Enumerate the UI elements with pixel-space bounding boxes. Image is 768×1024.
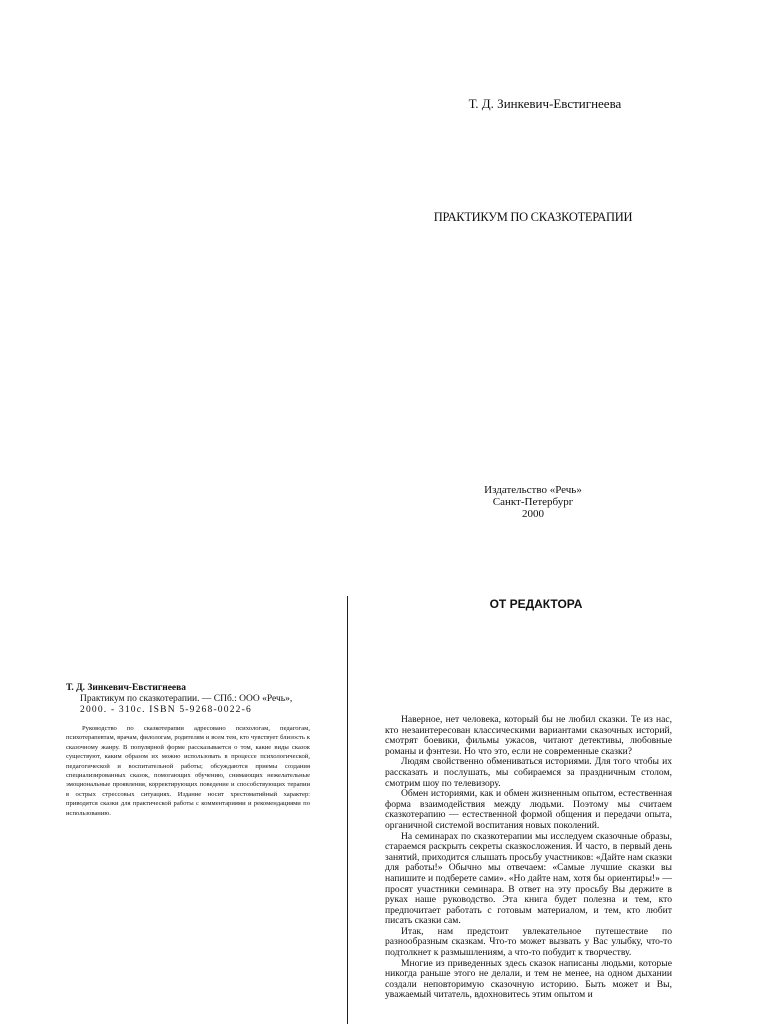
editor-paragraph: Людям свойственно обмениваться историями. Для того чтобы их рассказать и послушать, мы собираемся за праздничным столом, смотрим шоу по телевизору. <box>385 756 672 789</box>
title-page-author: Т. Д. Зинкевич-Евстигнеева <box>468 96 622 111</box>
imprint-line-1: Практикум по сказкотерапии. — СПб.: ООО «Речь», <box>80 694 293 704</box>
imprint-line-2: 2000. - 310с. ISBN 5-9268-0022-6 <box>80 705 252 715</box>
editor-paragraph: Наверное, нет человека, который бы не любил сказки. Те из нас, кто незаинтересован классическими вариантами сказочных историй, смотрят боевики, фильмы ужасов, читают детективы, любовные романы и фэнтези. Но что это, если не современные сказки? <box>385 714 672 757</box>
annotation-text: Руководство по сказкотерапии адресовано психологам, педагогам, психотерапевтам, врачам, филологам, родителям и всем тем, кто чувствует близость к сказочному жанру. В популярной форме рассказывается о том, какие виды сказок существуют, каким образом их можно использовать в процессе психологической, педагогической и воспитательной работы; обсуждаются приемы создания специализированных сказок, помогающих обучению, снимающих нежелательные эмоциональные проявления, корректирующих поведение и способствующих терапии в острых стрессовых ситуациях. Издание носит хрестоматийный характер: приводятся сказки для практической работы с комментариями и рекомендациями по использованию. <box>66 725 310 817</box>
publisher-name: Издательство «Речь» <box>484 484 582 496</box>
editor-heading: ОТ РЕДАКТОРА <box>489 597 583 611</box>
publisher-block <box>0 484 768 520</box>
editor-text <box>385 715 672 1001</box>
bibliographic-record <box>66 683 310 716</box>
editor-paragraph: На семинарах по сказкотерапии мы исследуем сказочные образы, стараемся раскрыть секреты сказкосложения. И часто, в первый день занятий, приходится слышать просьбу участников: «Дайте нам сказки для работы!» Обычно мы отвечаем: «Самые лучшие сказки вы напишите и подберете сами». «Но дайте нам, хотя бы ориентиры!» — просят участники семинара. В ответ на эту просьбу Вы держите в руках наше руководство. Эта книга будет полезна и тем, кто предпочитает работать с готовым материалом, и тем, кто любит писать сказки сам. <box>385 830 672 927</box>
publication-year: 2000 <box>522 508 544 520</box>
imprint-author: Т. Д. Зинкевич-Евстигнеева <box>66 683 187 693</box>
editor-paragraph: Итак, нам предстоит увлекательное путешествие по разнообразным сказкам. Что-то может вызвать у Вас улыбку, что-то подтолкнет к размышлениям, а что-то побудит к творчеству. <box>385 925 672 959</box>
editor-paragraph: Обмен историями, как и обмен жизненным опытом, естественная форма взаимодействия между людьми. Поэтому мы считаем сказкотерапию — естественной формой общения и передачи опыта, органичной системой воспитания новых поколений. <box>385 788 672 831</box>
editor-paragraph: Многие из приведенных здесь сказок написаны людьми, которые никогда раньше этого не делали, и тем не менее, на одном дыхании создали неповторимую сказочную историю. Быть может и Вы, уважаемый читатель, вдохновитесь этим опытом и <box>385 957 672 1001</box>
column-divider <box>347 596 348 1024</box>
publisher-city: Санкт-Петербург <box>492 496 574 508</box>
book-title: ПРАКТИКУМ ПО СКАЗКОТЕРАПИИ <box>433 210 633 224</box>
